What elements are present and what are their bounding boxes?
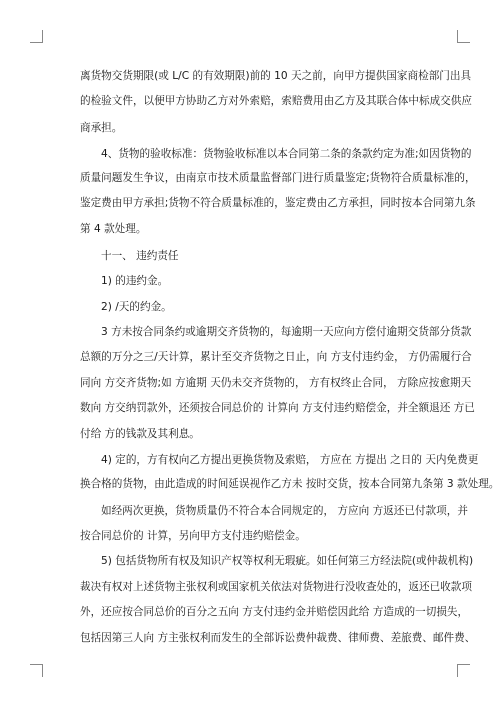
text-line: 4、货物的验收标准：货物验收标准以本合同第二条的条款约定为准;如因货物的 <box>101 148 472 160</box>
text-line: 5) 包括货物所有权及知识产权等权利无瑕疵。如任何第三方经法院(或仲裁机构) <box>101 555 474 567</box>
text-line: 4) 定的，方有权向乙方提出更换货物及索赔， 方应在 方提出 之日的 天内免费更 <box>101 454 479 466</box>
text-line: 总额的万分之三/天计算，累计至交齐货物之日止，向 方支付违约金， 方仍需履行合 <box>80 351 472 363</box>
text-line: 十一、 违约责任 <box>101 250 179 262</box>
text-line: 外，还应按合同总价的百分之五向 方支付违约金并赔偿因此给 方造成的一切损失， <box>80 606 469 618</box>
text-line: 1) 的违约金。 <box>101 275 169 287</box>
text-line: 3 方未按合同条约或逾期交齐货物的，每逾期一天应向方偿付逾期交货部分货款 <box>101 326 472 338</box>
text-line: 换合格的货物，由此造成的时间延误视作乙方未 按时交货，按本合同第九条第 3 款处理。 <box>80 478 500 490</box>
text-line: 按合同总价的 计算，另向甲方支付违约赔偿金。 <box>80 530 306 542</box>
text-line: 鉴定费由甲方承担;货物不符合质量标准的，鉴定费由乙方承担，同时按本合同第九条 <box>80 197 476 209</box>
text-line: 商承担。 <box>80 122 123 134</box>
text-line: 2) /天的约金。 <box>101 301 172 313</box>
text-line: 第 4 款处理。 <box>80 223 147 235</box>
text-line: 包括因第三人向 方主张权利而发生的全部诉讼费仲裁费、律师费、差旅费、邮件费、 <box>80 632 476 644</box>
text-line: 质量问题发生争议，由南京市技术质量监督部门进行质量鉴定;货物符合质量标准的， <box>80 172 476 184</box>
text-line: 数向 方交纳罚款外，还须按合同总价的 计算向 方支付违约赔偿金，并全额退还 方已 <box>80 402 475 414</box>
text-line: 的检验文件，以便甲方协助乙方对外索赔，索赔费用由乙方及其联合体中标成交供应 <box>80 95 472 107</box>
text-line: 同向 方交齐货物;如 方逾期 天仍未交齐货物的， 方有权终止合同， 方除应按愈期天 <box>80 377 472 389</box>
text-line: 如经两次更换，货物质量仍不符合本合同规定的， 方应向 方返还已付款项，并 <box>101 505 468 517</box>
text-line: 裁决有权对上述货物主张权利或国家机关依法对货物进行没收查处的，返还已收款项 <box>80 581 472 593</box>
text-line: 付给 方的钱款及其利息。 <box>80 428 200 440</box>
text-line: 离货物交货期限(或 L/C 的有效期限)前的 10 天之前，向甲方提供国家商检部门出具 <box>80 70 472 82</box>
